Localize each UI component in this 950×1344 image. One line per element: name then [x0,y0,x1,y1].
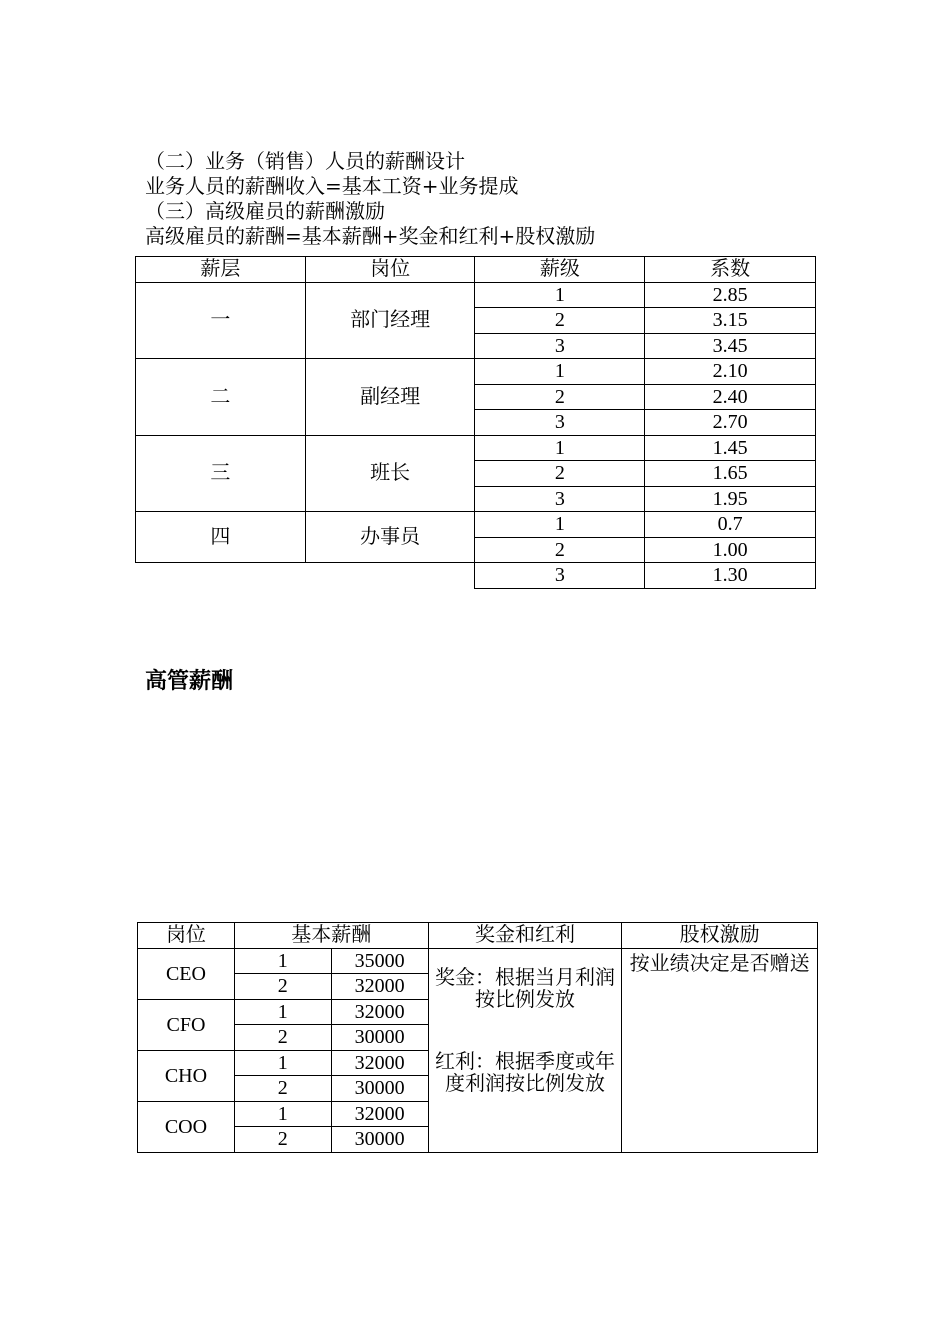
salary-cell: 30000 [331,1076,428,1102]
grade-cell: 1 [475,435,645,461]
coeff-cell: 3.45 [645,333,816,359]
column-header: 系数 [645,257,816,283]
level-cell: 1 [234,1101,331,1127]
grade-cell: 3 [475,333,645,359]
column-header: 薪级 [475,257,645,283]
intro-line-1: （二）业务（销售）人员的薪酬设计 [145,149,465,173]
grade-cell: 2 [475,308,645,334]
salary-cell: 30000 [331,1127,428,1153]
intro-line-2: 业务人员的薪酬收入=基本工资+业务提成 [145,174,519,198]
tier-cell: 三 [136,435,306,512]
executive-pay-table [137,922,818,1153]
grade-cell: 3 [475,486,645,512]
coeff-cell: 1.65 [645,461,816,487]
equity-cell [622,948,818,1152]
grade-cell: 1 [475,512,645,538]
coeff-cell: 0.7 [645,512,816,538]
coeff-cell: 1.45 [645,435,816,461]
bonus-text: 奖金：根据当月利润按比例发放 [434,966,615,1011]
tier-cell: 四 [136,512,306,563]
coeff-cell: 2.10 [645,359,816,385]
position-cell: 班长 [305,435,475,512]
empty-cell [136,563,306,589]
level-cell: 2 [234,1127,331,1153]
coeff-cell: 1.00 [645,537,816,563]
level-cell: 1 [234,999,331,1025]
table-row [136,512,816,538]
salary-tier-table [135,256,816,589]
bonus-dividend-cell [428,948,622,1152]
column-header: 岗位 [305,257,475,283]
grade-cell: 2 [475,461,645,487]
coeff-cell: 2.85 [645,282,816,308]
level-cell: 2 [234,974,331,1000]
coeff-cell: 2.40 [645,384,816,410]
equity-text: 按业绩决定是否赠送 [629,952,810,975]
table-header-row [138,923,818,949]
intro-line-3: （三）高级雇员的薪酬激励 [145,199,385,223]
grade-cell: 1 [475,282,645,308]
column-header: 岗位 [138,923,235,949]
salary-cell: 32000 [331,974,428,1000]
column-header: 薪层 [136,257,306,283]
level-cell: 2 [234,1076,331,1102]
position-cell: 办事员 [305,512,475,563]
salary-cell: 32000 [331,1101,428,1127]
grade-cell: 3 [475,410,645,436]
column-header: 基本薪酬 [234,923,428,949]
coeff-cell: 1.30 [645,563,816,589]
level-cell: 2 [234,1025,331,1051]
table-header-row [136,257,816,283]
coeff-cell: 3.15 [645,308,816,334]
table-row [136,435,816,461]
column-header: 股权激励 [622,923,818,949]
position-cell: 部门经理 [305,282,475,359]
salary-cell: 32000 [331,1050,428,1076]
grade-cell: 2 [475,384,645,410]
position-cell: CFO [138,999,235,1050]
intro-text [145,149,595,249]
grade-cell: 3 [475,563,645,589]
grade-cell: 1 [475,359,645,385]
table-row [136,563,816,589]
section-title: 高管薪酬 [145,669,234,694]
tier-cell: 一 [136,282,306,359]
table-row [136,359,816,385]
dividend-text: 红利：根据季度或年度利润按比例发放 [434,1050,615,1095]
position-cell: 副经理 [305,359,475,436]
coeff-cell: 2.70 [645,410,816,436]
level-cell: 1 [234,948,331,974]
grade-cell: 2 [475,537,645,563]
empty-cell [305,563,475,589]
level-cell: 1 [234,1050,331,1076]
position-cell: CHO [138,1050,235,1101]
salary-cell: 30000 [331,1025,428,1051]
intro-line-4: 高级雇员的薪酬=基本薪酬+奖金和红利+股权激励 [145,224,596,248]
salary-cell: 35000 [331,948,428,974]
position-cell: CEO [138,948,235,999]
table-row [136,282,816,308]
coeff-cell: 1.95 [645,486,816,512]
table-row [138,948,818,974]
column-header: 奖金和红利 [428,923,622,949]
salary-cell: 32000 [331,999,428,1025]
position-cell: COO [138,1101,235,1152]
tier-cell: 二 [136,359,306,436]
